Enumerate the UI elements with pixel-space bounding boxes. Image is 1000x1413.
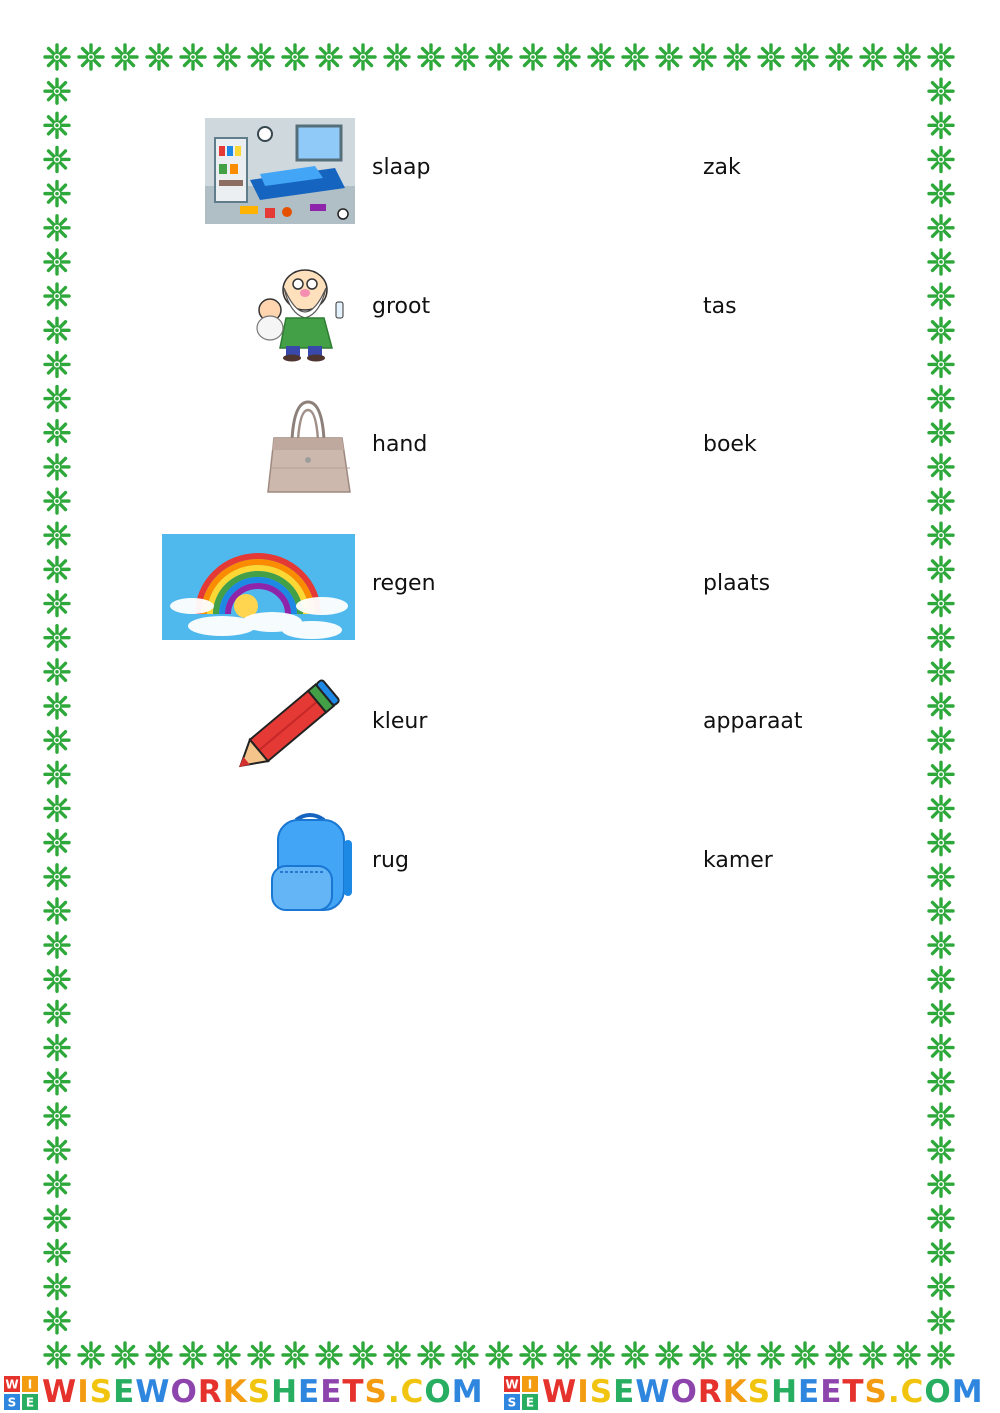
border-flower-icon [657, 45, 681, 69]
border-flower-icon [45, 352, 69, 376]
border-flower-icon [759, 1343, 783, 1367]
border-flower-icon [45, 694, 69, 718]
brand-name [42, 1374, 484, 1410]
brand-name [542, 1374, 984, 1410]
border-flower-icon [45, 592, 69, 616]
border-flower-icon [487, 1343, 511, 1367]
border-flower-icon [45, 1001, 69, 1025]
border-flower-icon [45, 1036, 69, 1060]
border-flower-icon [929, 899, 953, 923]
border-flower-icon [487, 45, 511, 69]
border-flower-icon [929, 592, 953, 616]
border-flower-icon [929, 1206, 953, 1230]
border-flower-icon [45, 967, 69, 991]
border-flower-icon [283, 45, 307, 69]
border-flower-icon [45, 1138, 69, 1162]
brand-letter: S [89, 1374, 114, 1410]
border-flower-icon [45, 1275, 69, 1299]
brand-letter: C [900, 1374, 925, 1410]
border-flower-icon [45, 1206, 69, 1230]
border-flower-icon [45, 626, 69, 650]
border-flower-icon [929, 387, 953, 411]
brand-letter: S [589, 1374, 614, 1410]
border-flower-icon [45, 557, 69, 581]
border-flower-icon [929, 1241, 953, 1265]
border-flower-icon [929, 557, 953, 581]
logo-letter: S [507, 1395, 517, 1409]
border-flower-icon [45, 796, 69, 820]
wise-logo-icon [504, 1376, 538, 1410]
logo-letter: I [527, 1377, 533, 1391]
border-flower-icon [521, 45, 545, 69]
border-flower-icon [929, 113, 953, 137]
border-flower-icon [555, 45, 579, 69]
border-flower-icon [283, 1343, 307, 1367]
brand-letter: S [864, 1374, 888, 1410]
right-word: zak [703, 155, 741, 180]
border-flower-icon [929, 318, 953, 342]
border-flower-icon [589, 1343, 613, 1367]
border-flower-icon [45, 1309, 69, 1333]
right-word: kamer [703, 848, 773, 873]
border-flower-icon [45, 933, 69, 957]
brand-letter: O [924, 1374, 952, 1410]
logo-letter: W [5, 1377, 19, 1391]
handbag-picture [262, 398, 354, 496]
border-flower-icon [929, 147, 953, 171]
border-flower-icon [453, 45, 477, 69]
right-word: plaats [703, 571, 771, 596]
border-flower-icon [45, 1241, 69, 1265]
border-flower-icon [45, 113, 69, 137]
border-flower-icon [929, 182, 953, 206]
logo-letter: W [505, 1377, 519, 1391]
border-flower-icon [45, 865, 69, 889]
brand-letter: E [320, 1374, 343, 1410]
brand-letter: E [613, 1374, 636, 1410]
left-word: rug [372, 848, 409, 873]
border-flower-icon [249, 1343, 273, 1367]
border-flower-icon [691, 45, 715, 69]
brand-logo [500, 1372, 1000, 1413]
border-flower-icon [895, 45, 919, 69]
brand-letter: O [670, 1374, 698, 1410]
brand-letter: W [135, 1374, 171, 1410]
border-flower-icon [45, 147, 69, 171]
border-flower-icon [385, 1343, 409, 1367]
grandfather-picture [250, 256, 356, 362]
border-flower-icon [861, 1343, 885, 1367]
brand-letter: W [635, 1374, 671, 1410]
wise-logo-icon [4, 1376, 38, 1410]
border-flower-icon [45, 899, 69, 923]
border-flower-icon [759, 45, 783, 69]
border-flower-icon [249, 45, 273, 69]
border-flower-icon [45, 284, 69, 308]
border-flower-icon [929, 728, 953, 752]
border-flower-icon [929, 865, 953, 889]
border-flower-icon [929, 967, 953, 991]
brand-letter: T [342, 1374, 365, 1410]
border-flower-icon [929, 421, 953, 445]
border-flower-icon [827, 45, 851, 69]
logo-letter: E [25, 1395, 35, 1409]
logo-letter: I [27, 1377, 33, 1391]
border-flower-icon [929, 1070, 953, 1094]
border-flower-icon [317, 45, 341, 69]
left-word: kleur [372, 709, 428, 734]
border-flower-icon [929, 1104, 953, 1128]
border-flower-icon [113, 1343, 137, 1367]
border-flower-icon [623, 45, 647, 69]
brand-logo [0, 1372, 500, 1413]
brand-letter: S [364, 1374, 388, 1410]
border-flower-icon [45, 523, 69, 547]
left-word: regen [372, 571, 436, 596]
brand-letter: R [197, 1374, 223, 1410]
border-flower-icon [929, 694, 953, 718]
border-flower-icon [929, 250, 953, 274]
brand-letter: W [542, 1374, 578, 1410]
border-flower-icon [827, 1343, 851, 1367]
left-word: hand [372, 432, 428, 457]
border-flower-icon [521, 1343, 545, 1367]
border-flower-icon [45, 1104, 69, 1128]
brand-letter: K [222, 1374, 248, 1410]
border-flower-icon [929, 455, 953, 479]
brand-letter: K [722, 1374, 748, 1410]
border-flower-icon [147, 45, 171, 69]
border-flower-icon [929, 352, 953, 376]
brand-letter: H [771, 1374, 799, 1410]
border-flower-icon [929, 1001, 953, 1025]
border-flower-icon [929, 45, 953, 69]
border-flower-icon [45, 728, 69, 752]
border-flower-icon [623, 1343, 647, 1367]
brand-letter: I [77, 1374, 90, 1410]
brand-letter: S [247, 1374, 272, 1410]
border-flower-icon [929, 1343, 953, 1367]
border-flower-icon [351, 45, 375, 69]
border-flower-icon [793, 45, 817, 69]
brand-letter: E [298, 1374, 321, 1410]
right-word: boek [703, 432, 757, 457]
brand-letter: . [887, 1374, 901, 1410]
border-flower-icon [691, 1343, 715, 1367]
border-flower-icon [929, 523, 953, 547]
border-flower-icon [45, 831, 69, 855]
border-flower-icon [215, 1343, 239, 1367]
brand-letter: H [271, 1374, 299, 1410]
border-flower-icon [385, 45, 409, 69]
logo-letter: E [525, 1395, 535, 1409]
brand-letter: . [387, 1374, 401, 1410]
border-flower-icon [45, 45, 69, 69]
logo-letter: S [7, 1395, 17, 1409]
border-flower-icon [181, 45, 205, 69]
border-flower-icon [45, 421, 69, 445]
border-flower-icon [929, 796, 953, 820]
bedroom-picture [205, 118, 355, 224]
border-flower-icon [929, 762, 953, 786]
border-flower-icon [453, 1343, 477, 1367]
right-word: apparaat [703, 709, 803, 734]
border-flower-icon [113, 45, 137, 69]
brand-letter: T [842, 1374, 865, 1410]
border-flower-icon [181, 1343, 205, 1367]
border-flower-icon [45, 387, 69, 411]
border-flower-icon [45, 1172, 69, 1196]
border-flower-icon [929, 284, 953, 308]
border-flower-icon [929, 1275, 953, 1299]
border-flower-icon [657, 1343, 681, 1367]
border-flower-icon [929, 1309, 953, 1333]
border-flower-icon [79, 1343, 103, 1367]
brand-letter: C [400, 1374, 425, 1410]
border-flower-icon [419, 45, 443, 69]
brand-letter: E [113, 1374, 136, 1410]
pencil-picture [230, 672, 346, 780]
border-flower-icon [929, 216, 953, 240]
border-flower-icon [45, 216, 69, 240]
border-flower-icon [45, 182, 69, 206]
brand-letter: W [42, 1374, 78, 1410]
rainbow-picture [162, 534, 355, 640]
footer-brand-strip [0, 1372, 1000, 1413]
border-flower-icon [589, 45, 613, 69]
border-flower-icon [929, 79, 953, 103]
border-flower-icon [929, 1172, 953, 1196]
border-flower-icon [79, 45, 103, 69]
border-flower-icon [929, 933, 953, 957]
border-flower-icon [45, 1343, 69, 1367]
left-word: slaap [372, 155, 431, 180]
border-flower-icon [45, 318, 69, 342]
border-flower-icon [317, 1343, 341, 1367]
border-flower-icon [45, 1070, 69, 1094]
border-flower-icon [45, 79, 69, 103]
border-flower-icon [929, 626, 953, 650]
left-word: groot [372, 294, 431, 319]
border-flower-icon [929, 1138, 953, 1162]
brand-letter: O [170, 1374, 198, 1410]
border-flower-icon [555, 1343, 579, 1367]
border-flower-icon [929, 489, 953, 513]
border-flower-icon [45, 762, 69, 786]
border-flower-icon [215, 45, 239, 69]
brand-letter: S [747, 1374, 772, 1410]
border-flower-icon [929, 1036, 953, 1060]
border-flower-icon [147, 1343, 171, 1367]
border-flower-icon [793, 1343, 817, 1367]
border-flower-icon [45, 489, 69, 513]
backpack-picture [266, 810, 354, 914]
border-flower-icon [45, 250, 69, 274]
brand-letter: R [697, 1374, 723, 1410]
border-flower-icon [45, 660, 69, 684]
brand-letter: E [798, 1374, 821, 1410]
border-flower-icon [419, 1343, 443, 1367]
border-flower-icon [929, 831, 953, 855]
border-flower-icon [861, 45, 885, 69]
border-flower-icon [929, 660, 953, 684]
right-word: tas [703, 294, 737, 319]
brand-letter: O [424, 1374, 452, 1410]
brand-letter: M [951, 1374, 984, 1410]
border-flower-icon [725, 1343, 749, 1367]
brand-letter: M [451, 1374, 484, 1410]
border-flower-icon [351, 1343, 375, 1367]
border-flower-icon [45, 455, 69, 479]
border-flower-icon [725, 45, 749, 69]
border-flower-icon [895, 1343, 919, 1367]
brand-letter: E [820, 1374, 843, 1410]
brand-letter: I [577, 1374, 590, 1410]
